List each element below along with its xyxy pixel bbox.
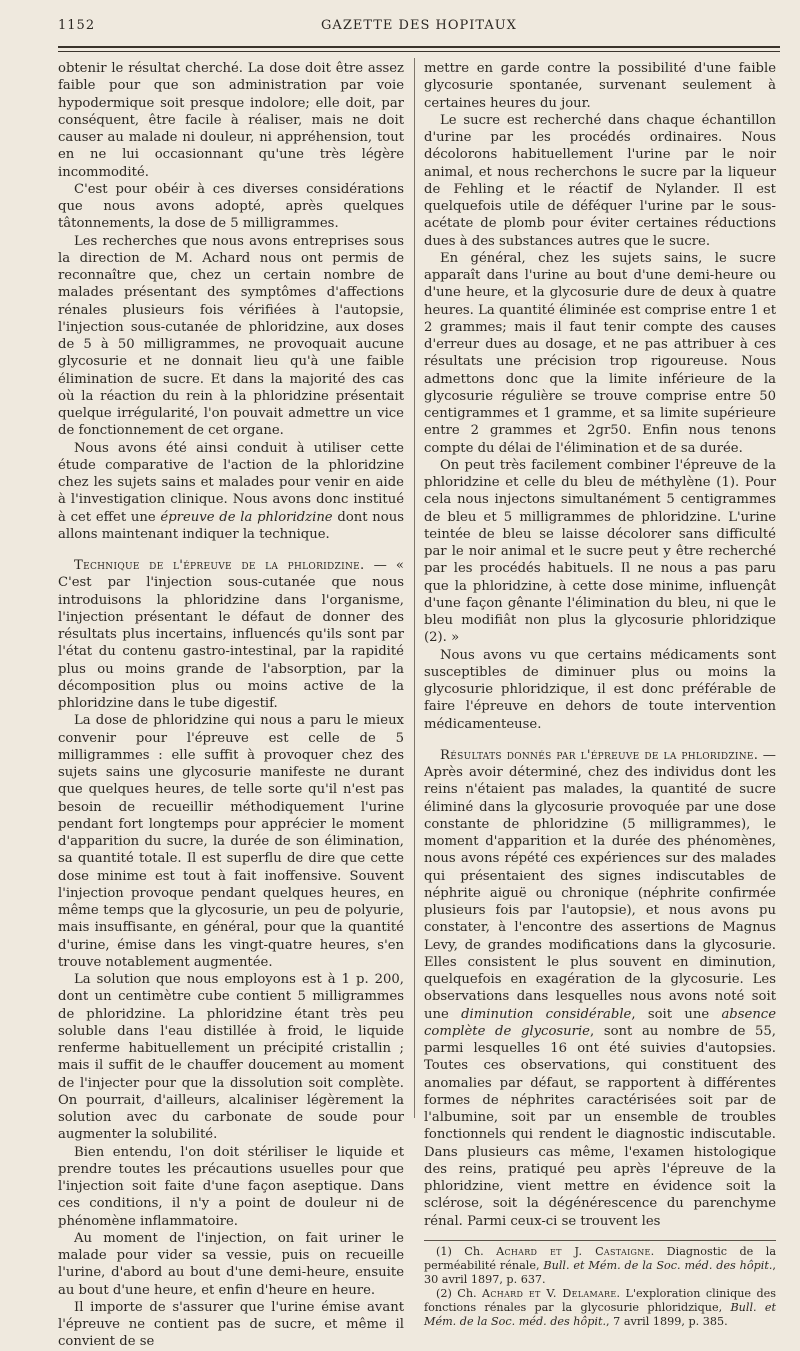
right-column [424,60,776,1329]
paragraph: C'est pour obéir à ces diverses considérations que nous avons adopté, après quelques tâtonnements, la dose de 5 milligrammes. [58,181,404,232]
footnote-2 [424,1287,776,1329]
text-run: Nous avons été ainsi conduit à utiliser cette étude comparative de l'action de la phloridzine chez les sujets sains et malades pour venir en aide à l'investigation clinique. Nous avons donc institué à cet effet une [58,440,404,525]
section-technique [58,557,404,712]
footnotes [424,1240,776,1329]
text-run: . Diagnostic de la perméabilité rénale, [424,1244,776,1272]
paragraph: En général, chez les sujets sains, le sucre apparaît dans l'urine au bout d'une demi-heure ou d'une heure, et la glycosurie dure de deux à quatre heures. La quantité éliminée est comprise entre 1 et 2 grammes; mais il faut tenir compte des causes d'erreur dues au dosage, et ne pas attribuer à ces résultats une précision trop rigoureuse. Nous admettons donc que la limite inférieure de la glycosurie régulière se trouve comprise entre 50 centigrammes et 1 gramme, et sa limite supérieure entre 2 grammes et 2gr50. Enfin nous tenons compte du délai de l'élimination et de sa durée. [424,250,776,456]
header-rule-thin [58,51,780,52]
paragraph: On peut très facilement combiner l'épreuve de la phloridzine et celle du bleu de méthylène (1). Pour cela nous injectons simultanément 5 centigrammes de bleu et 5 milligrammes de phloridzine. L'urine teintée de bleu se laisse décolorer sans difficulté par le noir animal et le sucre peut y être recherché par les procédés habituels. Il ne nous a pas paru que la phloridzine, à cette dose minime, influençât d'une façon gênante l'élimination du bleu, ni que le bleu modifiât non plus la glycosurie phloridzique (2). » [424,457,776,646]
text-run: , 30 avril 1897, p. 637. [424,1258,776,1286]
paragraph: mettre en garde contre la possibilité d'une faible glycosurie spontanée, survenant seulement à certaines heures du jour. [424,61,776,111]
paragraph: La solution que nous employons est à 1 p. 200, dont un centimètre cube contient 5 milligrammes de phloridzine. La phloridzine étant très peu soluble dans l'eau distillée à froid, le liquide renferme habituellement un précipité cristallin ; mais il suffit de le chauffer doucement au moment de l'injecter pour que la dissolution soit complète. On pourrait, d'ailleurs, alcaliniser légèrement la solution avec du carbonate de soude pour augmenter la solubilité. [58,972,404,1143]
paragraph: obtenir le résultat cherché. La dose doit être assez faible pour que son administration par voie hypodermique soit presque indolore; elle doit, par conséquent, être facile à réaliser, mais ne doit causer au malade ni douleur, ni appréhension, tout en ne lui occasionnant qu'une très légère incommodité. [58,61,404,180]
text-run: dont nous allons maintenant indiquer la technique. [58,509,404,542]
left-column [58,60,404,1351]
text-run: (1) Ch. [436,1244,497,1258]
text-run: — « C'est par l'injection sous-cutanée que nous introduisons la phloridzine dans l'organisme, l'injection présentant le défaut de donner des résultats plus incertains, influencés qu'ils sont par l'état du contenu gastro-intestinal, par la rapidité plus ou moins grande de l'absorption, par la décomposition plus ou moins active de la phloridzine dans le tube digestif. [58,558,404,711]
paragraph: Le sucre est recherché dans chaque échantillon d'urine par les procédés ordinaires. Nous décolorons habituellement l'urine par le noir animal, et nous recherchons le sucre par la liqueur de Fehling et le réactif de Nylander. Il est quelquefois utile de déféquer l'urine par le sous-acétate de plomb pour éviter certaines réductions dues à des substances autres que le sucre. [424,112,776,249]
emphasis: absence complète de glycosurie [424,1006,776,1039]
footnote-authors: Achard et V. Delamare [482,1286,617,1300]
paragraph: Bien entendu, l'on doit stériliser le liquide et prendre toutes les précautions usuelles pour que l'injection soit faite d'une façon aseptique. Dans ces conditions, il n'y a point de douleur ni de phénomène inflammatoire. [58,1144,404,1229]
paragraph: Au moment de l'injection, on fait uriner le malade pour vider sa vessie, puis on recueille l'urine, d'abord au bout d'une demi-heure, ensuite au bout d'une heure, et enfin d'heure en heure. [58,1230,404,1298]
paragraph: La dose de phloridzine qui nous a paru le mieux convenir pour l'épreuve est celle de 5 milligrammes : elle suffit à provoquer chez des sujets sains une glycosurie manifeste ne durant que quelques heures, de telle sorte qu'il n'est pas besoin de recueillir méthodiquement l'urine pendant fort longtemps pour apprécier le moment d'apparition du sucre, la durée de son élimination, sa quantité totale. Il est superflu de dire que cette dose minime est tout à fait inoffensive. Souvent l'injection provoque pendant quelques heures, en même temps que la glycosurie, un peu de polyurie, mais insuffisante, en général, pour que la quantité d'urine, émise dans les vingt-quatre heures, s'en trouve notablement augmentée. [58,713,404,970]
text-run: , soit une [631,1006,722,1022]
header-rule-thick [58,46,780,48]
section-heading: Résultats donnés par l'épreuve de la phloridzine. [440,747,759,763]
footnote-journal: Bull. et Mém. de la Soc. méd. des hôpit. [424,1300,776,1328]
footnote-1 [424,1245,776,1287]
paragraph [58,440,404,544]
column-divider [414,58,415,1118]
text-run: (2) Ch. [436,1286,482,1300]
page-header [58,18,780,40]
footnote-authors: Achard et J. Castaigne [496,1244,651,1258]
text-run: , sont au nombre de 55, parmi lesquelles 16 ont été suivies d'autopsies. Toutes ces observations, qui constituent des anomalies par défaut, se rapportent à différentes formes de néphrites caractérisées soit par de l'albumine, soit par un ensemble de troubles fonctionnels qui rendent le diagnostic indiscutable. Dans plusieurs cas même, l'examen histologique des reins, pratiqué peu après l'épreuve de la phloridzine, vient mettre en évidence soit la sclérose, soit la dégénérescence du parenchyme rénal. Parmi ceux-ci se trouvent les [424,1023,776,1229]
page-number: 1152 [58,18,96,33]
text-run: , 7 avril 1899, p. 385. [606,1314,728,1328]
emphasis: épreuve de la phloridzine [160,509,333,525]
paragraph: Il importe de s'assurer que l'urine émise avant l'épreuve ne contient pas de sucre, et même il convient de se [58,1299,404,1350]
running-title: GAZETTE DES HOPITAUX [321,18,517,33]
footnote-journal: Bull. et Mém. de la Soc. méd. des hôpit. [543,1258,773,1272]
text-run: . L'exploration clinique des fonctions rénales par la glycosurie phloridzique, [424,1286,776,1314]
section-resultats [424,747,776,1230]
paragraph: Nous avons vu que certains médicaments sont susceptibles de diminuer plus ou moins la glycosurie phloridzique, il est donc préférable de faire l'épreuve en dehors de toute intervention médicamenteuse. [424,647,776,732]
section-heading: Technique de l'épreuve de la phloridzine. [74,558,365,573]
text-run: — Après avoir déterminé, chez des individus dont les reins n'étaient pas malades, la quantité de sucre éliminé dans la glycosurie provoquée par une dose constante de phloridzine (5 milligrammes), le moment d'apparition et la durée des phénomènes, nous avons répété ces expériences sur des malades qui présentaient des signes indiscutables de néphrite aiguë ou chronique (néphrite confirmée plusieurs fois par l'autopsie), et nous avons pu constater, à l'encontre des assertions de Magnus Levy, de grandes modifications dans la glycosurie. Elles consistent le plus souvent en diminution, quelquefois en exagération de la glycosurie. Les observations dans lesquelles nous avons noté soit une [424,747,776,1022]
paragraph: Les recherches que nous avons entreprises sous la direction de M. Achard nous ont permis de reconnaître que, chez un certain nombre de malades présentant des symptômes d'affections rénales plusieurs fois vérifiées à l'autopsie, l'injection sous-cutanée de phloridzine, aux doses de 5 à 50 milligrammes, ne provoquait aucune glycosurie et ne donnait lieu qu'à une faible élimination de sucre. Et dans la majorité des cas où la réaction du rein à la phloridzine présentait quelque irrégularité, l'on pouvait admettre un vice de fonctionnement de cet organe. [58,233,404,439]
emphasis: diminution considérable [461,1006,632,1022]
